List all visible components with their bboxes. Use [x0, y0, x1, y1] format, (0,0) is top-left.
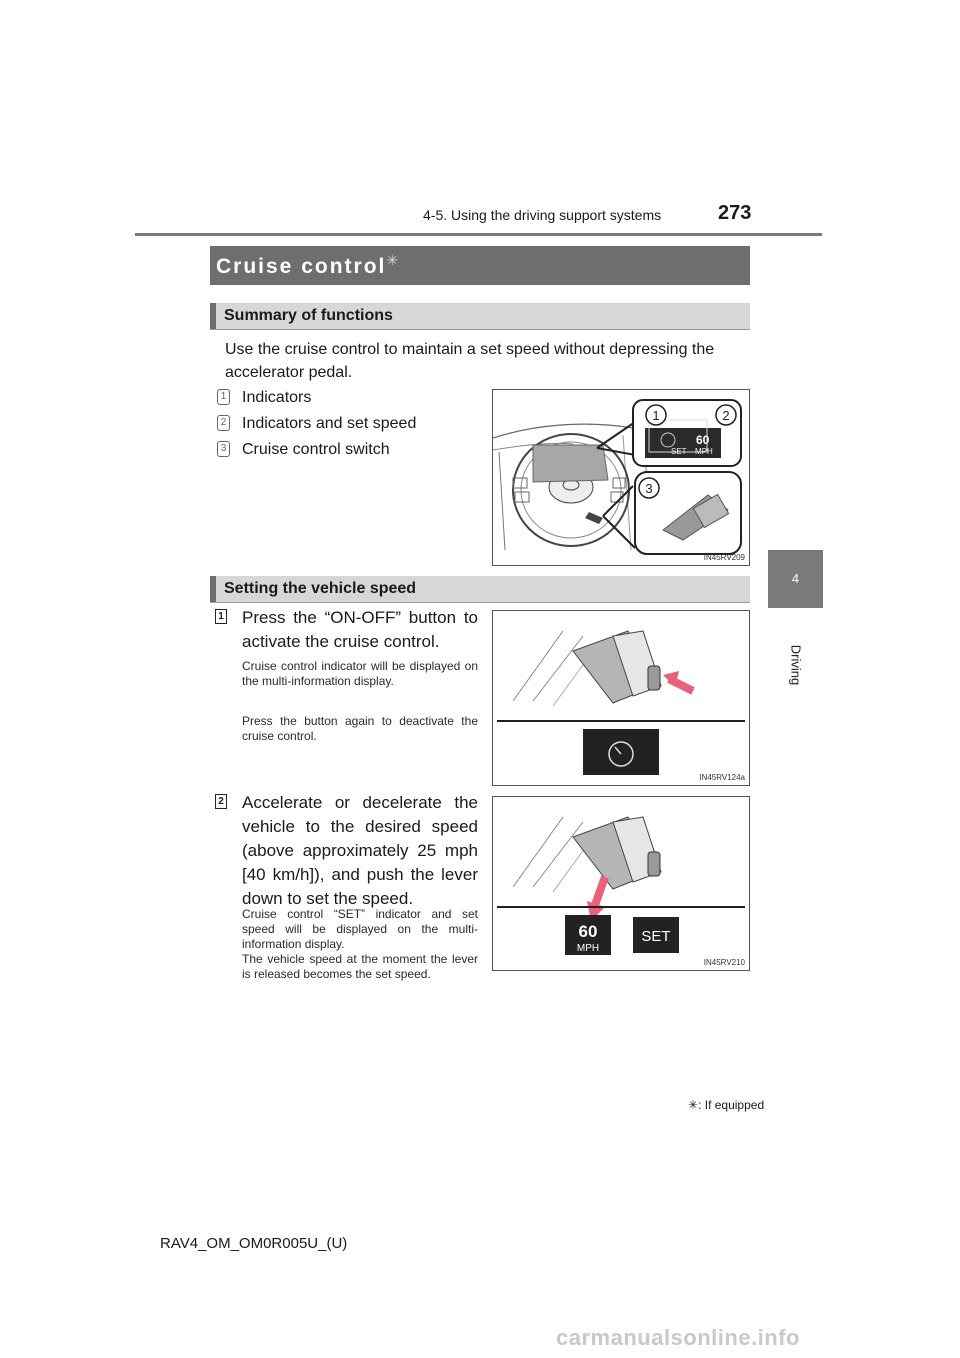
callout-badge: 2	[217, 415, 230, 431]
page-number: 273	[718, 202, 752, 224]
summary-item-label: Indicators	[242, 389, 312, 406]
footnote-text: : If equipped	[698, 1098, 765, 1112]
dashboard-illustration	[493, 390, 749, 565]
callout-2: 2	[722, 408, 730, 423]
footnote	[688, 1098, 764, 1112]
callout-badge: 1	[217, 389, 230, 405]
equipped-star-icon: ✳	[386, 252, 401, 268]
step-2-text: Accelerate or decelerate the vehicle to the desired speed (above approximately 25 mph [40 km/h]), and push the lever down to set the speed.	[242, 793, 478, 908]
footnote-star-icon: ✳	[688, 1098, 699, 1112]
lever-down-illustration	[493, 797, 749, 970]
figure-on-off-button	[492, 610, 750, 786]
setting-section-header	[210, 576, 750, 603]
figure-id: IN45RV210	[703, 958, 745, 967]
step-number-badge: 1	[215, 609, 227, 624]
inset-set: SET	[671, 447, 687, 456]
summary-section-header	[210, 303, 750, 330]
setting-heading: Setting the vehicle speed	[224, 580, 417, 597]
chapter-tab[interactable]: 4	[768, 550, 823, 608]
step-1-text: Press the “ON-OFF” button to activate the cruise control.	[242, 608, 478, 651]
figure-set-speed	[492, 796, 750, 971]
chapter-tab-label: Driving	[788, 644, 804, 686]
callout-3: 3	[645, 481, 653, 496]
document-code: RAV4_OM_OM0R005U_(U)	[160, 1235, 348, 1252]
step-1-note: Cruise control indicator will be displayed on the multi-information display.	[242, 659, 478, 688]
figure-id: IN45RV209	[703, 553, 745, 562]
summary-heading: Summary of functions	[224, 307, 393, 324]
summary-item-label: Indicators and set speed	[242, 415, 417, 432]
running-header-section: 4-5. Using the driving support systems	[423, 207, 662, 223]
step-1-note: Press the button again to deactivate the cruise control.	[242, 714, 478, 743]
watermark: carmanualsonline.info	[556, 1325, 800, 1350]
lever-illustration	[493, 611, 749, 785]
header-rule	[135, 233, 822, 236]
figure-id: IN45RV124a	[699, 773, 745, 782]
display-set: SET	[641, 928, 671, 945]
summary-item-label: Cruise control switch	[242, 441, 390, 458]
display-speed: 60	[578, 922, 598, 941]
callout-badge: 3	[217, 441, 230, 457]
summary-intro: Use the cruise control to maintain a set speed without depressing the accelerator pedal.	[225, 341, 715, 381]
inset-speed: 60	[696, 433, 710, 447]
inset-unit: MPH	[695, 447, 713, 456]
step-number-badge: 2	[215, 794, 227, 809]
step-2-note: Cruise control “SET” indicator and set speed will be displayed on the multi-information display. The vehicle speed at the moment the lever is released becomes the set speed.	[242, 907, 478, 981]
display-unit: MPH	[576, 943, 600, 954]
figure-dashboard	[492, 389, 750, 566]
page-title-text: Cruise control	[216, 255, 387, 278]
callout-1: 1	[652, 408, 660, 423]
page-title	[216, 252, 400, 279]
